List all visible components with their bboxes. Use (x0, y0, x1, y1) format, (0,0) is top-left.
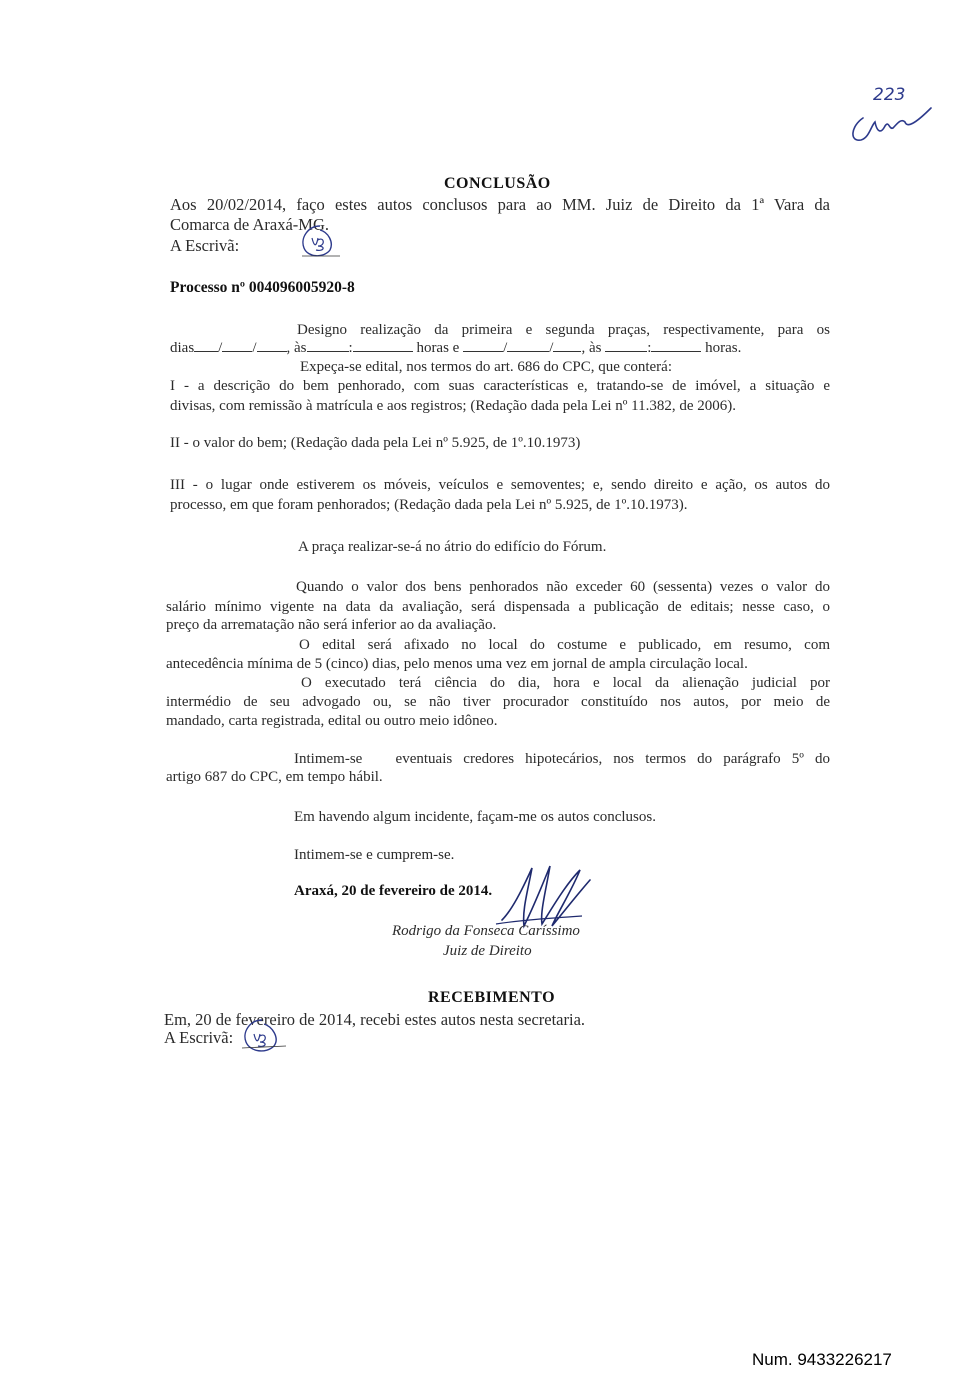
as-label: , às (286, 340, 307, 356)
conclusao-line-2: Comarca de Araxá-MG. (170, 215, 329, 234)
judge-name: Rodrigo da Fonseca Caríssimo (392, 923, 580, 939)
praca-local: A praça realizar-se-á no átrio do edifício do Fórum. (298, 539, 607, 555)
recebimento-line-1: Em, 20 de fevereiro de 2014, recebi estes autos nesta secretaria. (164, 1010, 586, 1029)
day-blank-2 (463, 339, 503, 352)
item-2: II - o valor do bem; (Redação dada pela Lei nº 5.925, de 1º.10.1973) (170, 435, 581, 451)
hour-blank-2 (605, 339, 647, 352)
handwritten-page-number-drawing (845, 78, 945, 148)
year-blank-2 (553, 339, 581, 352)
item-1-line-2: divisas, com remissão à matrícula e aos registros; (Redação dada pela Lei nº 11.382, de 2006). (170, 398, 737, 414)
date-separator: / (218, 340, 223, 356)
horas-e-label: horas e (416, 340, 460, 356)
recebimento-escriva-label: A Escrivã: (164, 1028, 234, 1047)
escriva-initials-drawing (294, 222, 344, 262)
cumpram-se: Intimem-se e cumprem-se. (294, 847, 455, 863)
edital-line-1: O edital será afixado no local do costume e publicado, em resumo, com (299, 637, 830, 653)
executado-line-3: mandado, carta registrada, edital ou outro meio idôneo. (166, 713, 498, 729)
date-separator: / (252, 340, 257, 356)
local-e-data: Araxá, 20 de fevereiro de 2014. (294, 883, 493, 899)
handwritten-page-number (845, 78, 945, 148)
quando-line-3: preço da arrematação não será inferior ao da avaliação. (166, 617, 497, 633)
item-3-line-2: processo, em que foram penhorados; (Redação dada pela Lei nº 5.925, de 1º.10.1973). (170, 497, 688, 513)
time-separator: : (647, 340, 652, 356)
as-label: , às (581, 340, 602, 356)
hour-blank-1 (307, 339, 349, 352)
time-separator: : (348, 340, 353, 356)
judge-title: Juiz de Direito (443, 943, 532, 959)
conclusao-escriva-label: A Escrivã: (170, 236, 240, 255)
day-blank-1 (194, 339, 218, 352)
quando-line-2: salário mínimo vigente na data da avaliação, será dispensada a publicação de editais; nesse caso, o (166, 599, 830, 615)
designo-line-2 (170, 339, 810, 357)
executado-line-2: intermédio de seu advogado ou, se não tiver procurador constituído nos autos, por meio de (166, 694, 830, 710)
date-separator: / (503, 340, 508, 356)
processo-number: Processo nº 004096005920-8 (170, 279, 355, 296)
date-separator: / (549, 340, 554, 356)
document-number: Num. 9433226217 (752, 1350, 892, 1369)
designo-line-1: Designo realização da primeira e segunda praças, respectivamente, para os (297, 322, 830, 338)
intimem-line-1: Intimem-se eventuais credores hipotecários, nos termos do parágrafo 5º do (294, 751, 830, 767)
minute-blank-2 (651, 339, 701, 352)
recebimento-initials-signature (238, 1016, 290, 1058)
month-blank-1 (222, 339, 252, 352)
intimem-line-2: artigo 687 do CPC, em tempo hábil. (166, 769, 383, 785)
conclusao-title: CONCLUSÃO (444, 175, 551, 192)
item-1-line-1: I - a descrição do bem penhorado, com suas características e, tratando-se de imóvel, a situação e (170, 378, 830, 394)
recebimento-initials-drawing (238, 1016, 290, 1058)
edital-line-2: antecedência mínima de 5 (cinco) dias, pelo menos uma vez em jornal de ampla circulação local. (166, 656, 748, 672)
escriva-initials-signature (294, 222, 344, 262)
minute-blank-1 (353, 339, 413, 352)
handwritten-page-number-text: 223 (873, 85, 906, 105)
conclusao-line-1: Aos 20/02/2014, faço estes autos conclusos para ao MM. Juiz de Direito da 1ª Vara da (170, 195, 830, 214)
incidente: Em havendo algum incidente, façam-me os autos conclusos. (294, 809, 656, 825)
item-3-line-1: III - o lugar onde estiverem os móveis, veículos e semoventes; e, sendo direito e ação, os autos do (170, 477, 830, 493)
horas-label: horas. (705, 340, 742, 356)
executado-line-1: O executado terá ciência do dia, hora e local da alienação judicial por (301, 675, 830, 691)
quando-line-1: Quando o valor dos bens penhorados não exceder 60 (sessenta) vezes o valor do (296, 579, 830, 595)
dias-label: dias (170, 340, 195, 356)
year-blank-1 (257, 339, 287, 352)
expeca-edital: Expeça-se edital, nos termos do art. 686 do CPC, que conterá: (300, 359, 672, 375)
month-blank-2 (507, 339, 549, 352)
recebimento-title: RECEBIMENTO (428, 989, 556, 1006)
